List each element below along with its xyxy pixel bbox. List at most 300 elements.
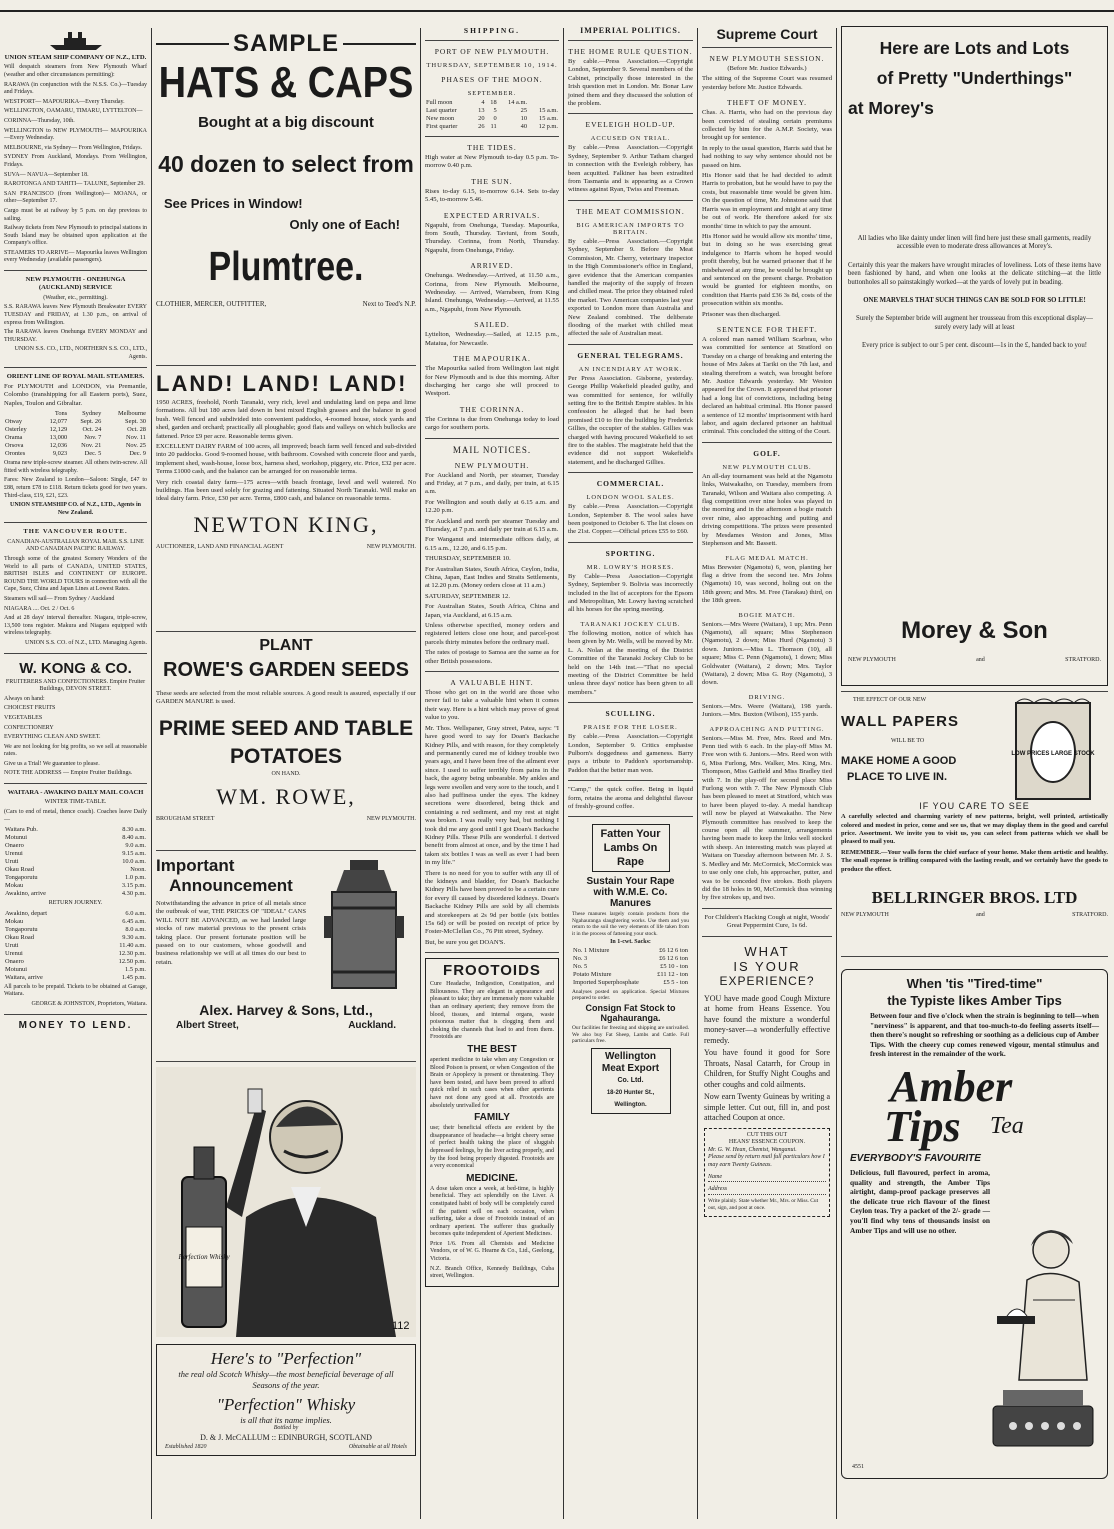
wme-firm-3: Co. Ltd. (617, 1076, 644, 1084)
illustration-number: 112 (392, 1320, 410, 1332)
orient-head-cell: Melbourne (117, 410, 146, 418)
land-para-1: 1950 ACRES, freehold, North Taranaki, very rich, level and undulating land on pepa and lime formations. All but 180 acres laid down in best mixed English grasses and the balance in good bush. Well fenced and subdivided into convenient paddocks, 4-roomed house, stock yards and shed, garden and orchard; practically all ploughable; good flats and valleys on which bullocks are fattened. Price £9 per acre. Reasonable terms given. (156, 399, 416, 440)
meat-heading: THE MEAT COMMISSION. (576, 206, 685, 216)
issue-date: THURSDAY, SEPTEMBER 10, 1914. (426, 62, 558, 69)
amber-para-2: Delicious, full flavoured, perfect in aroma, quality and strength, the Amber Tips airtight, damp-proof package preserves all the delicate true rich flavour of the finest Ceylon teas. Try a packet of the 2/- grade — you'll find why tens of thousands insist on Amber Tips and will use no other. (850, 1167, 990, 1235)
waitara-out-row-cell: 1.0 p.m. (125, 874, 146, 882)
waitara-back-row-cell: 12.50 p.m. (118, 957, 146, 965)
moon-row-cell: 4 (481, 99, 485, 106)
top-border (0, 10, 1114, 12)
union-line: CORINNA—Thursday, 10th. (4, 117, 75, 124)
land-para-3: Very rich coastal dairy farm—175 acres—with beach frontage, level and well watered. No buildings. Has been used solely for grazing and fattening. Situated North Taranaki. Will make an ideal dairy farm. Price, £30 per acre. Terms, £800 cash, and balance on reasonable terms. (156, 478, 416, 503)
whisky-bottled: Bottled by (273, 1425, 299, 1431)
waitara-out-row-cell: 8.40 a.m. (122, 834, 146, 842)
wme-firm-2: Meat Export (601, 1062, 660, 1074)
onehunga-title: NEW PLYMOUTH - ONEHUNGA (AUCKLAND) SERVICE (25, 276, 126, 292)
onehunga-line: The RARAWA leaves Onehunga EVERY MONDAY and THURSDAY. (4, 329, 147, 343)
hats-caps-title: HATS & CAPS (158, 58, 414, 108)
kong-title: W. KONG & CO. (19, 659, 132, 677)
bellringer-foot-mid: and (976, 912, 985, 919)
frootoids-para-4: A dose taken once a week, at bed-time, is highly beneficial. They act splendidly on the Liver. A constipated habit of body will be completely cured if the patient will on each occasion, when suffering, take a dose of Frootoids instead of an ordinary aperient. The sufferer thus gradually becomes quite independent of Aperient Medicines. (430, 1185, 554, 1238)
divider (702, 908, 832, 909)
waitara-back-row (4, 958, 147, 966)
kong-line: NOTE THE ADDRESS — Empire Fruiter Buildings. (4, 770, 133, 777)
moon-row-cell: 15 a.m. (539, 115, 558, 122)
waitara-back-row-cell: Motunui (5, 965, 28, 973)
orient-row-cell: Osterley (5, 426, 27, 434)
sun-text: Rises to-day 6.15, to-morrow 6.14. Sets to-day 5.45, to-morrow 5.46. (425, 187, 559, 204)
bottle-label: Perfection Whisky (178, 1253, 230, 1261)
wall-para-1: A carefully selected and charming variety of new patterns, bright, well printed, artistically colored and modest in price, come and see us, that we may display them in the good and careful price. Assortment. We invite you to visit us, you can select from patterns which we shall be pleased to mail you. (841, 813, 1108, 846)
orient-row (4, 442, 147, 450)
manure-price-row-cell: No. 1 Mixture (573, 946, 610, 954)
waitara-out-row-cell: Motunui (5, 834, 28, 842)
harvey-addr-left: Albert Street, (176, 1020, 239, 1031)
mapourika-heading: THE MAPOURIKA. (453, 354, 531, 364)
waitara-back-row (4, 918, 147, 926)
manure-price-row (572, 947, 689, 955)
frootoids-best: THE BEST (467, 1044, 517, 1055)
sustain-line-3: Manures (609, 898, 652, 910)
waitara-out-row (4, 826, 147, 834)
wall-make-home: MAKE HOME A GOOD (841, 755, 957, 768)
mail-sub: NEW PLYMOUTH. (454, 460, 530, 470)
wm-rowe-name: WM. ROWE, (216, 784, 356, 810)
plumtree-ad (156, 30, 416, 360)
onehunga-sub: (Weather, etc., permitting). (43, 294, 108, 301)
heans-coupon: HEANS' ESSENCE COUPON. (728, 1139, 806, 1146)
manure-price-row (572, 963, 689, 971)
divider (568, 702, 693, 703)
rowe-foot-right: NEW PLYMOUTH. (366, 816, 416, 823)
amber-para-1: Between four and five o'clock when the strain is beginning to tell—when "nerviness" is apparent, and that too-much-to-do feeling asserts itself—then there's nought so refreshing or soothing as a delicious cup of Amber Tips. With the cheery cup comes renewed vigour, mental stimulus and fresh interest in the remainder of the work. (870, 1011, 1099, 1059)
money-title: MONEY TO LEND. (18, 1019, 133, 1031)
orient-head-cell (4, 410, 39, 418)
wall-place: PLACE TO LIVE IN. (847, 771, 948, 784)
orient-table (4, 410, 147, 458)
waitara-out-row (4, 890, 147, 898)
waitara-back-row-cell: Mokau (5, 917, 24, 925)
moon-row-cell: 14 a.m. (508, 99, 528, 106)
orient-agent: UNION STEAMSHIP CO. of N.Z., LTD., Agents in New Zealand. (10, 502, 141, 516)
on-hand: ON HAND. (271, 770, 301, 777)
harvey-addr-right: Auckland. (348, 1020, 396, 1031)
consign-para: Our facilities for freezing and shipping are unrivalled. We also buy Fat Sheep, Lambs and Cattle. Full particulars free. (572, 1025, 689, 1045)
newton-foot-left: AUCTIONEER, LAND AND FINANCIAL AGENT (156, 543, 284, 550)
whisky-title-2: "Perfection" Whisky (216, 1395, 356, 1414)
corinna-text: The Corinna is due from Onehunga today to load cargo for southern ports. (425, 415, 559, 432)
home-rule-text: By cable.—Press Association.—Copyright London, September 9. Several members of the Cabinet, principally those interested in the Irish question met in London. Mr. Bonar Law joined them and they discussed the solution of the problem. (568, 58, 693, 108)
port-heading: PORT OF NEW PLYMOUTH. (434, 47, 550, 56)
moon-row-cell: 40 (520, 123, 528, 130)
mail-paragraph: For Auckland and north per steamer Tuesday and Thursday, at 7 p.m. and daily per train at 6.15 a.m. (425, 517, 559, 533)
amber-logo-tea: Tea (990, 1112, 1024, 1139)
orient-row-cell: Oct. 28 (127, 426, 146, 434)
praise-heading: PRAISE FOR THE LOSER. (583, 724, 678, 732)
orient-row-cell: Nov. 11 (126, 434, 146, 442)
amber-line-1: When 'tis "Tired-time" (906, 976, 1043, 991)
sculling-heading: SCULLING. (605, 709, 656, 719)
kong-sub: FRUITERERS AND CONFECTIONERS. Empire Fruiter Buildings, DEVON STREET. (5, 678, 146, 693)
month-heading: SEPTEMBER. (467, 90, 517, 97)
divider (568, 816, 693, 817)
waitara-back-row-cell: 1.45 p.m. (121, 973, 146, 981)
waitara-back-row-cell: Uruti (5, 941, 19, 949)
heans-foot: Write plainly. State whether Mr., Mrs. or Miss. Cut out, sign, and post at once. (708, 1197, 819, 1212)
divider (702, 936, 832, 937)
meat-sub: BIG AMERICAN IMPORTS TO BRITAIN. (576, 221, 685, 236)
mail-paragraph: For Australian States, South Africa, Ceylon, India, China, Japan, East Indies and Straits Settlements, at 12.20 p.m. (Money orders close at 11 a.m.) (425, 565, 559, 590)
amber-favourite: EVERYBODY'S FAVOURITE (850, 1152, 981, 1164)
waitara-sign: GEORGE & JOHNSTON, Proprietors, Waitara. (31, 1001, 147, 1008)
moon-row-cell: 0 (493, 115, 497, 122)
frootoids-para-3: use; their beneficial effects are evident by the disappearance of headache—a bright cheery sense of perfect health taking the place of sluggish depressed feelings, by the liver acting properly, and by the food being properly digested. Frootoids are a very economical (430, 1125, 554, 1170)
moon-row-cell: Full moon (426, 99, 453, 106)
waitara-out-row (4, 858, 147, 866)
waitara-back-row-cell: Onaero (5, 957, 24, 965)
divider (156, 1061, 416, 1062)
divider (568, 40, 693, 41)
divider (425, 952, 559, 953)
waitara-out-row-cell: Noon. (130, 866, 146, 874)
bellringer-foot-left: NEW PLYMOUTH (841, 912, 889, 919)
harvey-body: Notwithstanding the advance in price of all metals since the outbreak of war, THE PRICES OF "IDEAL" CANS WILL NOT BE ADVANCED, as we had landed large stocks of raw material previous to the present crisis taking place. Our present fortunate position will be passed on to our customers, whose goodwill and business relationship we will at all times do our best to retain. (156, 900, 306, 966)
waitara-back-row-cell: Tongaporutu (5, 925, 38, 933)
amber-number: 4551 (852, 1464, 864, 1471)
rowe-seeds-title: ROWE'S GARDEN SEEDS (163, 659, 409, 681)
union-line: SUVA— NAVUA—September 18. (4, 171, 89, 178)
steamship-icon (46, 30, 106, 52)
milk-can-icon (314, 856, 414, 996)
vancouver-title: THE VANCOUVER ROUTE. (23, 528, 128, 536)
driving-heading: DRIVING. (748, 693, 786, 701)
waitara-out-row (4, 882, 147, 890)
wme-manures-ad (568, 822, 693, 1115)
divider (4, 270, 147, 271)
vancouver-agent: UNION S.S. CO. of N.Z., LTD. Managing Agents. (25, 639, 147, 646)
orient-row-cell: Nov. 21 (81, 442, 102, 450)
orient-row-cell: 9,023 (52, 450, 68, 458)
waitara-back-row (4, 910, 147, 918)
wall-roll-label: LOW PRICES LARGE STOCK (1011, 751, 1095, 757)
approach-text: Seniors.—Miss M. Free, Mrs. Reed and Mrs. Penn tied with 6 each. In the play-off Miss M. Free won with 6. Juniors.—Mrs. Reed won with 6, Miss Furlong, Mrs. Walker, Mrs. King, Mrs. Thompson, Miss Gatfield and Miss Bradley tied with 7. In the play-off for second place Miss Furlong won with 7. The New Plymouth Club has been pleased to meet at Stratford, which was to have been played to-day. A medal handicap will now be played at Waiwakaiho. The New Plymouth committee has resolved to keep the course open all the summer, arrangements having been made to keep the links well stocked with sheep. An interesting match was played at Waitara on Tuesday afternoon between Mr. J. S. S. Medley and Mr. McCormick, McCormick was to use only one club, his approacher, putter, and was to be conceded five strokes. Both players did the 18 holes in 90, McCormick thus winning by five strokes up, and two. (702, 734, 832, 902)
manure-note: Analyses posted on application. Special Mixtures prepared to order. (572, 988, 689, 1001)
orient-head-cell: Sydney (82, 410, 102, 418)
frootoids-medicine: MEDICINE. (466, 1172, 518, 1184)
sailed-text: Lyttelton, Wednesday.—Sailed, at 12.15 p.m., Mataiua, for Newcastle. (425, 331, 559, 347)
manure-para: These manures largely contain products from the Ngahauranga slaughtering works. Use them and you return to the soil the very elements of life taken from it in the process of fattening your stock. (572, 911, 689, 937)
lowry-text: By Cable—Press Association—Copyright Sydney, September 9. Bolivia was incorrectly included in the list of acceptors for the Epsom and Metropolitan, Mr. Lowry having scratched all his horses for the spring meeting. (568, 572, 693, 614)
orient-row-cell: Orontes (5, 450, 26, 458)
union-line: WESTPORT— MAPOURIKA—Every Thursday. (4, 98, 125, 105)
waitara-out-row-cell: 9.15 a.m. (122, 850, 146, 858)
divider (156, 365, 416, 366)
vancouver-sub: CANADIAN-AUSTRALIAN ROYAL MAIL S.S. LINE AND CANADIAN PACIFIC RAILWAY. (7, 538, 144, 553)
waitara-out-row-cell: Awakino, arrive (5, 890, 46, 898)
heans-para-2: You have found it good for Sore Throats, Nasal Catarrh, for Croup in Children, for Stuffy Night Coughs and other coughs and cold ailments. (704, 1048, 830, 1089)
orient-row (4, 450, 147, 458)
orient-note: Orama new triple-screw steamer. All others twin-screw. All fitted with wireless telegraphy. (4, 460, 147, 474)
whisky-para-2: is all that its name implies. (240, 1415, 332, 1425)
waitara-back-row (4, 966, 147, 974)
see-prices: See Prices in Window! (164, 196, 303, 211)
amber-line-2: the Typiste likes Amber Tips (887, 993, 1062, 1008)
waitara-foot: All parcels to be prepaid. Tickets to be obtained at Garage, Waitara. (4, 983, 147, 998)
theft-paragraph: In reply to the usual question, Harris said that he had nothing to say why sentence should not be passed on him. (702, 144, 832, 169)
session-heading: NEW PLYMOUTH SESSION. (709, 54, 825, 63)
waitara-back-table (4, 910, 147, 982)
divider (156, 850, 416, 851)
orient-row-cell: 12,077 (49, 418, 68, 426)
divider (568, 200, 693, 201)
moon-row-cell: 12 p.m. (538, 123, 558, 130)
typist-illustration (983, 1220, 1103, 1470)
union-line: STEAMERS TO ARRIVE— Mapourika leaves Wellington every Wednesday (available passengers). (4, 249, 147, 264)
morey-foot-right: STRATFORD. (1065, 657, 1101, 663)
shipping-title: SHIPPING. (463, 26, 521, 35)
waitara-back-row (4, 942, 147, 950)
heans-cut: CUT THIS OUT (746, 1131, 788, 1138)
whisky-para-1: the real old Scotch Whisky—the most beneficial beverage of all Seasons of the year. (178, 1369, 394, 1390)
column-display-ads (152, 30, 420, 1529)
waitara-out-row (4, 842, 147, 850)
rowe-foot-left: BROUGHAM STREET (156, 816, 215, 823)
newton-king-ad (156, 371, 416, 626)
frootoids-nz: N.Z. Branch Office, Kennedy Buildings, Cuba street, Wellington. (430, 1265, 554, 1280)
morey-line-1: Here are Lots and Lots (879, 38, 1070, 58)
mail-paragraph: For Wanganui and intermediate offices daily, at 6.15 a.m., 12.20, and 6.15 p.m. (425, 536, 559, 552)
divider (4, 367, 147, 368)
supreme-court-title: Supreme Court (716, 26, 818, 42)
waitara-back-row (4, 950, 147, 958)
divider (702, 47, 832, 48)
frootoids-title: FROOTOIDS (443, 962, 541, 980)
consign-heading: Consign Fat Stock to Ngahauranga. (585, 1003, 676, 1024)
hint-paragraph: There is no need for you to suffer with any ill of the kidneys and bladder, for Doan's Backache Kidney Pills have been proved to be a certain cure for every ill caused by disordered kidneys. Doan's Backache Kidney Pills are sold by all chemists and storekeepers at 2s 9d per bottle (six bottles 15s 6d) or will be posted on receipt of price by Foster-McClellan Co., 76 Pitt street, Sydney. (425, 869, 559, 936)
taranaki-heading: TARANAKI JOCKEY CLUB. (580, 620, 681, 628)
amber-logo-amber: Amber (890, 1061, 1013, 1111)
column-shipping-news (421, 26, 563, 1529)
driving-text: Seniors.—Mrs. Weere (Waitara), 198 yards. Juniors.—Mrs. Buxton (Wilson), 155 yards. (702, 702, 832, 719)
kong-line: VEGETABLES (4, 714, 43, 721)
waitara-out-row-cell: Okau Road (5, 866, 34, 874)
hint-heading: A VALUABLE HINT. (450, 678, 534, 688)
fatten-line-1: Fatten Your (600, 828, 661, 841)
vancouver-sailing: Steamers will sail— From Sydney / Auckland (4, 595, 115, 602)
orient-title: ORIENT LINE OF ROYAL MAIL STEAMERS. (6, 372, 145, 380)
column-right-ads (837, 26, 1114, 1529)
moon-row-cell: 26 (478, 123, 485, 130)
gentleman-with-bottle-illustration (156, 1067, 416, 1337)
mail-paragraph: Unless otherwise specified, money orders and registered letters close one hour, and parcel-post parcels thirty minutes before the ordinary mail. (425, 622, 559, 646)
union-title: UNION STEAM SHIP COMPANY OF N.Z., LTD. (4, 54, 147, 61)
praise-text: By cable.—Press Association.—Copyright London, September 9. Critics emphasise Pulborn's doggedness and gameness. Barry pays a tribute to Paddon's sportsmanship. Paddon that the better man won. (568, 733, 693, 774)
orient-row (4, 418, 147, 426)
morey-foot-mid: and (976, 657, 985, 663)
manure-price-row (572, 955, 689, 963)
manure-price-row (572, 971, 689, 979)
union-line: WELLINGTON to NEW PLYMOUTH— MAPOURIKA—Every Wednesday. (4, 127, 147, 142)
moon-row (425, 123, 559, 131)
tides-heading: THE TIDES. (467, 143, 517, 152)
sun-heading: THE SUN. (471, 176, 513, 186)
arrived-heading: ARRIVED. (470, 261, 514, 271)
incendiary-heading: AN INCENDIARY AT WORK. (578, 365, 683, 373)
sustain-line-1: Sustain Your Rape (586, 876, 675, 888)
sacks-heading: In 1-cwt. Sacks: (610, 939, 651, 945)
bought-discount: Bought at a big discount (198, 114, 374, 131)
prime-seed-title: PRIME SEED AND TABLE (158, 716, 414, 740)
manure-price-table (572, 947, 689, 987)
heans-is-your: IS YOUR (733, 958, 801, 974)
divider (568, 542, 693, 543)
sentence-heading: SENTENCE FOR THEFT. (716, 324, 818, 334)
heans-to: Mr. G. W. Hean, Chemist, Wanganui. (708, 1146, 797, 1153)
bogie-heading: BOGIE MATCH. (738, 611, 796, 619)
plumtree-name: Plumtree. (208, 244, 364, 290)
waitara-back-row-cell: 6.0 a.m. (125, 909, 146, 917)
moon-row-cell: 5 (493, 107, 497, 114)
divider (4, 522, 147, 523)
divider (568, 344, 693, 345)
union-lines (4, 64, 147, 265)
theft-paragraph: His Honor said that he had decided to admit Harris to probation, but he would have to pay the costs, but reasonable time would be given him. On the question of time, Mr. Johnstone said that Harris was in employment and might at any time be out of work. He therefore asked for six months' time in which to pay the amount. (702, 172, 832, 230)
vancouver-note: And at 28 days' interval thereafter. Niagara, triple-screw, 13,500 tons register. Makura and Niagara equipped with wireless telegraphy. (4, 615, 147, 637)
divider (568, 472, 693, 473)
divider (702, 442, 832, 443)
telegrams-heading: GENERAL TELEGRAMS. (577, 350, 684, 360)
waitara-back-row-cell: 8.0 a.m. (125, 925, 146, 933)
manure-price-row-cell: No. 5 (573, 962, 588, 970)
orient-row-cell: Otway (5, 418, 23, 426)
mail-paragraph: SATURDAY, SEPTEMBER 12. (425, 592, 511, 600)
waitara-back-row (4, 926, 147, 934)
manure-price-row-cell: £5 5 - ton (663, 978, 688, 986)
orient-head-row (4, 410, 147, 418)
rowe-para: These seeds are selected from the most reliable sources. A good result is assured, especially if our GARDEN MANURE is used. (156, 690, 416, 706)
harvey-ad (156, 856, 416, 1056)
waitara-out-row-cell: 4.30 p.m. (121, 890, 146, 898)
perfection-whisky-ad (156, 1067, 416, 1487)
approach-heading: APPROACHING AND PUTTING. (709, 725, 825, 733)
morey-para-4: Every price is subject to our 5 per cent. discount—1s in the £, handed back to you! (862, 342, 1087, 350)
waitara-sub: WINTER TIME-TABLE. (44, 799, 107, 806)
before-judge: (Before Mr. Justice Edwards.) (727, 65, 807, 72)
hint-paragraph: But, be sure you get DOAN'S. (425, 938, 506, 946)
mail-paragraphs (425, 472, 559, 667)
newton-king-name: NEWTON KING, (193, 511, 379, 537)
whisky-established: Established 1820 (165, 1443, 207, 1450)
heans-experience: EXPERIENCE? (719, 973, 815, 988)
manure-price-row-cell: Imported Superphosphate (573, 978, 639, 986)
orient-row-cell: Nov. 7 (84, 434, 102, 442)
morey-line-3: at Morey's (848, 98, 934, 118)
imperial-politics-title: IMPERIAL POLITICS. (580, 26, 681, 35)
whisky-obtainable: Obtainable at all Hotels (348, 1443, 407, 1450)
potatoes-title: POTATOES (229, 744, 342, 768)
moon-row-cell: 10 (520, 115, 528, 122)
bellringer-foot-right: STRATFORD. (1072, 912, 1108, 919)
announcement-title: Announcement (169, 876, 293, 895)
orient-row (4, 434, 147, 442)
union-line: WELLINGTON, OAMARU, TIMARU, LYTTELTON— (4, 108, 143, 115)
wme-address: 18-20 Hunter St., Wellington. (606, 1089, 655, 1108)
waitara-out-row-cell: Uruti (5, 858, 19, 866)
waitara-back-row-cell: Okau Road (5, 933, 34, 941)
kong-line: CONFECTIONERY (4, 724, 54, 731)
union-line: SAN FRANCISCO (from Wellington)— MOANA, or other—September 17. (4, 190, 147, 205)
manure-price-row-cell: No. 3 (573, 954, 588, 962)
theft-paragraphs (702, 109, 832, 319)
orient-fares: Fares: New Zealand to London—Saloon: Single, £47 to £88, return £78 to £118. Return tickets good for two years. Third-class, £19, £21, £23. (4, 477, 147, 499)
heans-name-field[interactable]: Name (708, 1174, 826, 1183)
kong-line: We are not looking for big profits, so we sell at reasonable rates. (4, 743, 147, 758)
divider (841, 691, 1108, 692)
moon-row-cell: 18 (490, 99, 497, 106)
orient-row-cell: Sept. 26 (80, 418, 102, 426)
divider (841, 956, 1108, 957)
amber-logo-tips: Tips (884, 1101, 961, 1151)
fatten-line-3: Rape (617, 856, 644, 869)
eveleigh-sub: ACCUSED ON TRIAL. (590, 135, 671, 143)
commercial-heading: COMMERCIAL. (596, 479, 665, 489)
amber-tips-ad (841, 969, 1108, 1479)
sustain-line-2: with W.M.E. Co. (593, 887, 668, 899)
sailed-heading: SAILED. (474, 320, 510, 330)
heans-please: Please send by return mail full particulars how I may earn Twenty Guineas. (708, 1154, 825, 1168)
union-line: RAROTONGA AND TAHITI— TALUNE, September 29. (4, 181, 145, 188)
frootoids-para-2: aperient medicine to take when any Congestion or Blood Poison is present, or when Congestion of the Brain or Apoplexy is present or threatening. They have been tested, and have been proved to afford quick relief in such cases when other aperients have not done any good at all. Frootoids are absolutely unrivalled for (430, 1057, 554, 1109)
divider (425, 671, 559, 672)
orient-row-cell: Nov. 25 (125, 442, 146, 450)
divider (156, 631, 416, 632)
orient-row-cell: Dec. 9 (129, 450, 146, 458)
hint-paragraph: Those who get on in the world are those who never fail to take a valuable hint when it comes their way. Here is a hint which may prove of great value to you. (425, 689, 559, 722)
incendiary-text: Per Press Association. Gisborne, yesterday. George Phillip Wakefield pleaded guilty, and was committed for sentence, for wilfully setting fire to the British Empire stables. In his confession he alleged that he had been promised £10 to fire the building by Frederick Gillies, the occupier of the stables. Gillies was charged with having procured Wakefield to set fire to the stables. The magistrate held that the evidence did not support Wakefield's statement, and he discharged Gillies. (568, 374, 693, 466)
waitara-out-row-cell: Tongaporutu (5, 874, 38, 882)
plant-title: PLANT (259, 637, 313, 654)
wallpaper-roll-illustration (1004, 697, 1104, 807)
heans-address-field[interactable]: Address (708, 1186, 826, 1195)
kong-line: EVERYTHING CLEAN AND SWEET. (4, 734, 101, 741)
frootoids-family: FAMILY (474, 1112, 510, 1124)
union-line: RARAWA (in conjunction with the N.S.S. Co.)—Tuesday and Fridays. (4, 81, 147, 96)
theft-paragraph: Prisoner was then discharged. (702, 310, 781, 318)
moon-row-cell: 11 (490, 123, 497, 130)
theft-paragraph: Chas. A. Harris, who had on the previous day been convicted of stealing certain premiums collected by him for the A.M.P. Society, was brought up for sentence. (702, 109, 832, 142)
mail-heading: MAIL NOTICES. (452, 444, 532, 455)
orient-row-cell: 12,036 (49, 442, 68, 450)
heans-what: WHAT (744, 943, 790, 959)
orient-row-cell: Oct. 24 (82, 426, 102, 434)
mapourika-text: The Mapourika sailed from Wellington last night for New Plymouth and is due this morning. After discharging her cargo she will proceed to Westport. (425, 365, 559, 398)
waitara-back-row (4, 934, 147, 942)
frootoids-ad (425, 958, 559, 1287)
plumtree-foot-left: CLOTHIER, MERCER, OUTFITTER, (156, 300, 267, 308)
waitara-return-title: RETURN JOURNEY. (48, 900, 103, 907)
moon-row-cell: 13 (478, 107, 485, 114)
moon-row (425, 115, 559, 123)
moon-row (425, 107, 559, 115)
cough-text: For Children's Hacking Cough at night, Woods' Great Peppermint Cure, 1s 6d. (704, 913, 830, 930)
divider (425, 438, 559, 439)
expected-heading: EXPECTED ARRIVALS. (443, 210, 541, 220)
fatten-line-2: Lambs On (603, 842, 658, 855)
theft-paragraph: His Honor said he would allow six months' time, but in doing so he was exercising great indulgence to Harris whom he hoped would profit thereby, but he warned prisoner that if he misbehaved at any time, he would be brought up and sentenced on the present charge. Probation would be granted for eighteen months, on condition that Harris paid £36 3s 8d, costs of the prosecution within six months. (702, 232, 832, 308)
important-title: Important (156, 856, 235, 875)
waitara-out-row-cell: 10.0 a.m. (122, 858, 146, 866)
orient-row-cell: Orama (5, 434, 23, 442)
